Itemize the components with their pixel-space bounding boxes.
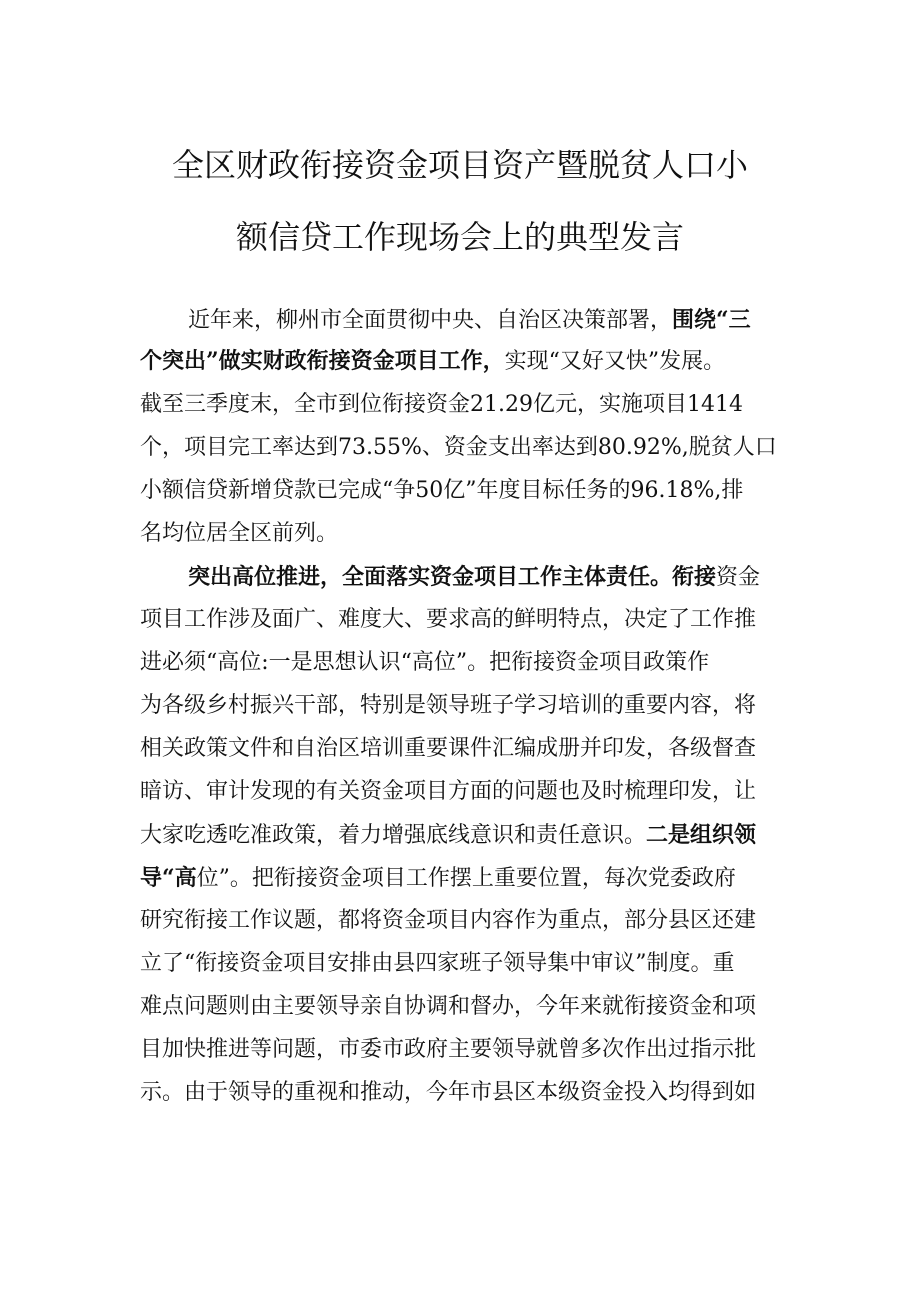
body-line	[140, 820, 785, 851]
body-text-bold: 突出高位推进，全面落实资金项目工作主体责任。衔接	[188, 564, 717, 590]
body-text-bold: 导“高	[140, 865, 197, 891]
body-text-bold: 个突出”做实财政衔接资金项目工作，	[140, 348, 505, 374]
body-line	[140, 949, 785, 979]
body-line	[140, 734, 785, 764]
body-text: 资金	[716, 565, 761, 590]
body-line	[140, 863, 785, 894]
body-line	[140, 390, 785, 420]
body-text: 立了“衔接资金项目安排由县四家班子领导集中审议”制度。重	[140, 951, 735, 976]
body-line	[188, 305, 833, 336]
body-text-bold: 围绕“三	[672, 307, 751, 333]
body-text: 项目工作涉及面广、难度大、要求高的鲜明特点，决定了工作推	[140, 607, 757, 632]
body-line	[140, 433, 785, 463]
body-text: 近年来，柳州市全面贯彻中央、自治区决策部署，	[188, 308, 673, 333]
body-text: 示。由于领导的重视和推动，今年市县区本级资金投入均得到如	[140, 1080, 757, 1105]
body-line	[140, 1078, 785, 1108]
body-text: 进必须“高位:一是思想认识“高位”。把衔接资金项目政策作	[140, 650, 710, 675]
body-text: 相关政策文件和自治区培训重要课件汇编成册并印发，各级督查	[140, 736, 757, 761]
body-text: 暗访、审计发现的有关资金项目方面的问题也及时梳理印发，让	[140, 779, 757, 804]
body-text: 目加快推进等问题，市委市政府主要领导就曾多次作出过指示批	[140, 1037, 757, 1062]
body-line	[140, 691, 785, 721]
body-line	[140, 992, 785, 1022]
body-text: 小额信贷新增贷款已完成“争50亿”年度目标任务的96.18%,排	[140, 478, 744, 503]
body-text: 为各级乡村振兴干部，特别是领导班子学习培训的重要内容，将	[140, 693, 757, 718]
body-line	[140, 777, 785, 807]
body-text: 位”。把衔接资金项目工作摆上重要位置，每次党委政府	[196, 866, 736, 891]
body-text: 截至三季度末，全市到位衔接资金21.29亿元，实施项目1414	[140, 392, 743, 417]
body-text: 实现“又好又快”发展。	[504, 349, 726, 374]
body-text: 难点问题则由主要领导亲自协调和督办，今年来就衔接资金和项	[140, 994, 757, 1019]
body-line	[188, 562, 833, 593]
document-title-line-1: 全区财政衔接资金项目资产暨脱贫人口小	[171, 146, 748, 184]
body-line	[140, 346, 785, 377]
document-title-line-2: 额信贷工作现场会上的典型发言	[235, 218, 684, 256]
body-text: 名均位居全区前列。	[140, 521, 339, 546]
body-text-bold: 二是组织领	[646, 822, 757, 848]
body-text: 大家吃透吃准政策，着力增强底线意识和责任意识。	[140, 823, 647, 848]
body-line	[140, 648, 785, 678]
body-text: 研究衔接工作议题，都将资金项目内容作为重点，部分县区还建	[140, 908, 757, 933]
body-text: 个，项目完工率达到73.55%、资金支出率达到80.92%,脱贫人口	[140, 435, 777, 460]
body-line	[140, 519, 785, 549]
body-line	[140, 476, 785, 506]
body-line	[140, 906, 785, 936]
body-line	[140, 605, 785, 635]
body-line	[140, 1035, 785, 1065]
